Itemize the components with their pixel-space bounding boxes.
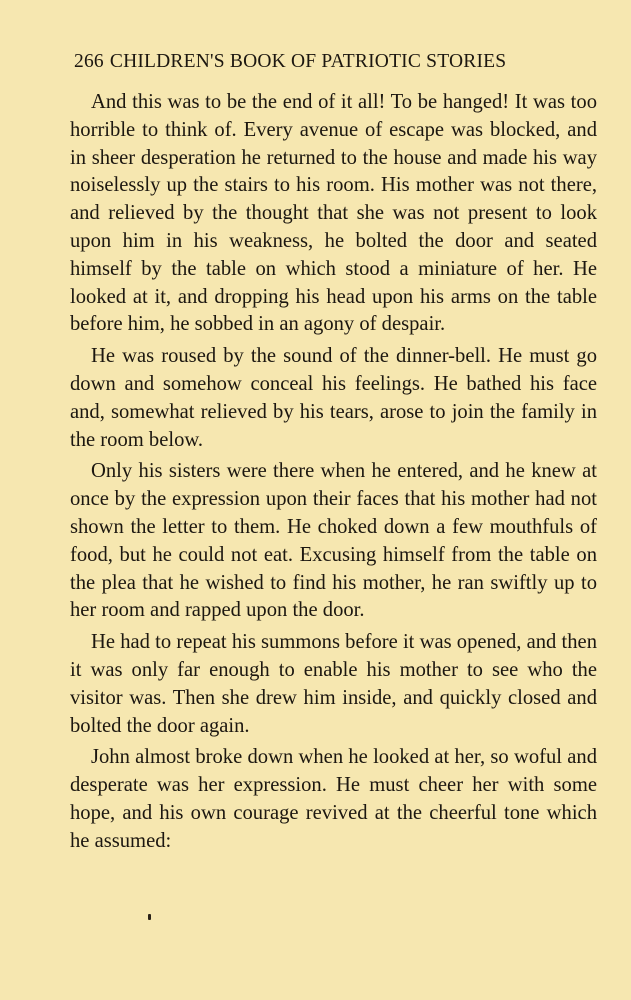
running-head bbox=[74, 50, 556, 74]
ink-speck bbox=[148, 914, 151, 920]
paragraph: And this was to be the end of it all! To be hanged! It was too horrible to think of. Every avenue of escape was blocked, and in sheer desperation he returned to the house and made his way noiselessly up the stairs to his room. His mother was not there, and relieved by the thought that she was not present to look upon him in his weakness, he bolted the door and seated himself by the table on which stood a miniature of her. He looked at it, and dropping his head upon his arms on the table before him, he sobbed in an agony of despair. bbox=[70, 91, 597, 336]
page-number: 266 bbox=[74, 51, 104, 72]
paragraph: John almost broke down when he looked at her, so woful and desperate was her expression. He must cheer her with some hope, and his own courage revived at the cheerful tone which he assumed: bbox=[70, 746, 597, 852]
paragraph: He had to repeat his summons before it was opened, and then it was only far enough to enable his mother to see who the visitor was. Then she drew him inside, and quickly closed and bolted the door again. bbox=[70, 631, 597, 737]
running-title: CHILDREN'S BOOK OF PATRIOTIC STORIES bbox=[109, 51, 507, 72]
paragraph: Only his sisters were there when he entered, and he knew at once by the expression upon their faces that his mother had not shown the letter to them. He choked down a few mouthfuls of food, but he could not eat. Excusing himself from the table on the plea that he wished to find his mother, he ran swiftly up to her room and rapped upon the door. bbox=[70, 460, 597, 622]
body-text bbox=[70, 89, 597, 860]
paragraph: He was roused by the sound of the dinner-bell. He must go down and somehow conceal his feelings. He bathed his face and, somewhat relieved by his tears, arose to join the family in the room below. bbox=[70, 345, 597, 451]
